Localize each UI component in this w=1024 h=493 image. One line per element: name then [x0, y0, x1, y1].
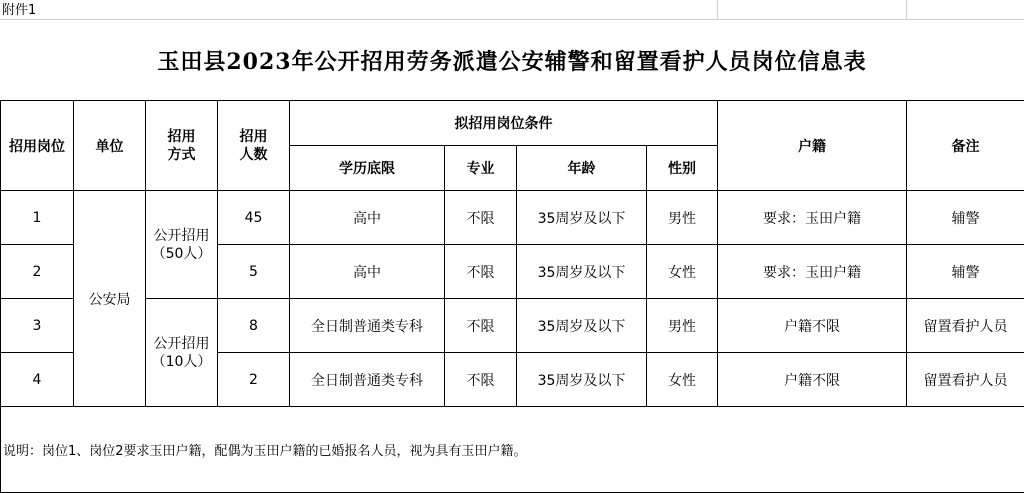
method-line1: 公开招用 [153, 227, 210, 244]
cell-count: 2 [218, 353, 290, 407]
cell-method-group-1 [146, 191, 218, 299]
cell-major: 不限 [445, 299, 517, 353]
header-major: 专业 [445, 146, 517, 191]
header-method [146, 101, 218, 191]
method-line1: 公开招用 [153, 335, 210, 352]
note-row [1, 407, 1024, 493]
cell-position-id: 1 [1, 191, 74, 245]
header-conditions: 拟招用岗位条件 [290, 101, 718, 146]
header-position: 招用岗位 [1, 101, 74, 191]
cell-age: 35周岁及以下 [517, 245, 647, 299]
cell-education: 全日制普通类专科 [290, 353, 445, 407]
header-unit: 单位 [74, 101, 146, 191]
cell-remarks: 留置看护人员 [907, 299, 1024, 353]
header-method-line2: 方式 [167, 146, 196, 163]
cell-method-group-2 [146, 299, 218, 407]
sheet-gridline [906, 0, 907, 20]
cell-count: 45 [218, 191, 290, 245]
cell-age: 35周岁及以下 [517, 299, 647, 353]
method-line2: （10人） [151, 353, 212, 370]
cell-gender: 女性 [647, 245, 718, 299]
note-text: 说明：岗位1、岗位2要求玉田户籍，配偶为玉田户籍的已婚报名人员，视为具有玉田户籍。 [1, 407, 1024, 493]
cell-remarks: 辅警 [907, 191, 1024, 245]
cell-education: 高中 [290, 191, 445, 245]
cell-household: 户籍不限 [718, 353, 907, 407]
table-row [1, 191, 1024, 245]
cell-count: 8 [218, 299, 290, 353]
cell-age: 35周岁及以下 [517, 353, 647, 407]
cell-remarks: 辅警 [907, 245, 1024, 299]
cell-gender: 女性 [647, 353, 718, 407]
cell-gender: 男性 [647, 191, 718, 245]
header-household: 户籍 [718, 101, 907, 191]
cell-position-id: 4 [1, 353, 74, 407]
header-gender: 性别 [647, 146, 718, 191]
header-count-line1: 招用 [239, 128, 268, 145]
attachment-label: 附件1 [2, 3, 37, 18]
header-age: 年龄 [517, 146, 647, 191]
header-education: 学历底限 [290, 146, 445, 191]
cell-unit: 公安局 [74, 191, 146, 407]
cell-major: 不限 [445, 191, 517, 245]
table-row [1, 299, 1024, 353]
cell-education: 全日制普通类专科 [290, 299, 445, 353]
cell-remarks: 留置看护人员 [907, 353, 1024, 407]
cell-education: 高中 [290, 245, 445, 299]
header-count-line2: 人数 [239, 146, 268, 163]
cell-position-id: 3 [1, 299, 74, 353]
cell-major: 不限 [445, 353, 517, 407]
header-count [218, 101, 290, 191]
cell-household: 要求：玉田户籍 [718, 245, 907, 299]
cell-age: 35周岁及以下 [517, 191, 647, 245]
header-method-line1: 招用 [167, 128, 196, 145]
cell-household: 户籍不限 [718, 299, 907, 353]
sheet-gridline [717, 0, 718, 20]
positions-table [0, 100, 1024, 493]
cell-household: 要求：玉田户籍 [718, 191, 907, 245]
cell-count: 5 [218, 245, 290, 299]
header-row-1 [1, 101, 1024, 146]
cell-major: 不限 [445, 245, 517, 299]
method-line2: （50人） [151, 245, 212, 262]
header-remarks: 备注 [907, 101, 1024, 191]
document-title: 玉田县2023年公开招用劳务派遣公安辅警和留置看护人员岗位信息表 [157, 48, 867, 75]
cell-position-id: 2 [1, 245, 74, 299]
cell-gender: 男性 [647, 299, 718, 353]
